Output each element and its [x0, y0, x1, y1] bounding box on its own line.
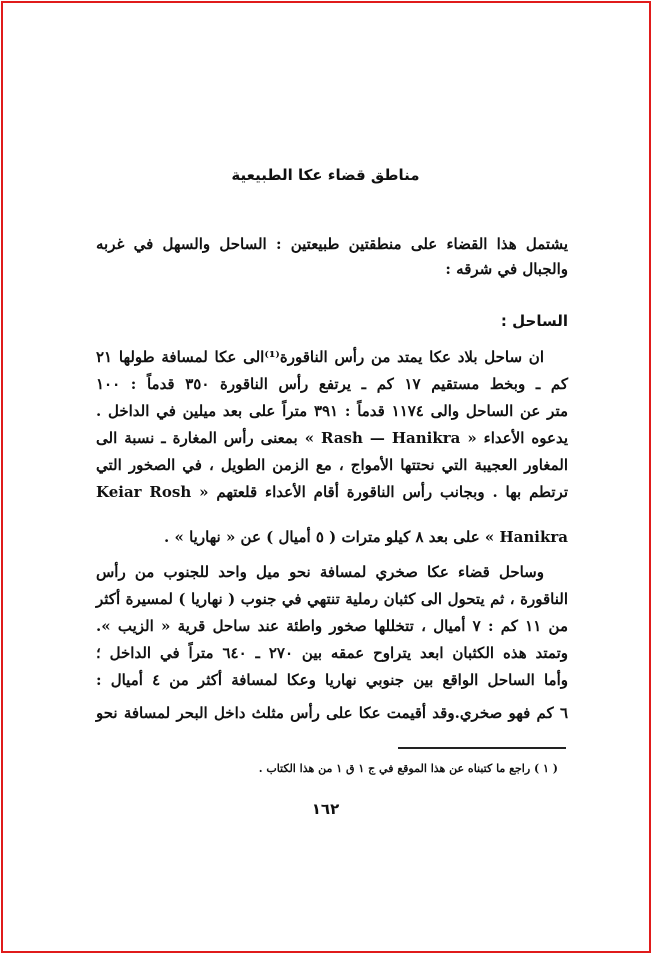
paragraph2-line: من ١١ كم : ٧ أميال ، تتخللها صخور واطئة عند ساحل قرية « الزيب ». — [96, 617, 568, 635]
intro-line-1: يشتمل هذا القضاء على منطقتين طبيعتين : الساحل والسهل في غربه — [96, 235, 568, 253]
paragraph2-line: وأما الساحل الواقع بين جنوبي نهاريا وعكا لمسافة أكثر من ٤ أميال : — [96, 671, 568, 689]
paragraph1-line: يدعوه الأعداء « Rash — Hanikra » بمعنى رأس المغارة ـ نسبة الى — [96, 429, 568, 447]
paragraph1-line: المغاور العجيبة التي نحتتها الأمواج ، مع الزمن الطويل ، في الصخور التي — [96, 456, 568, 474]
paragraph2-line: ٦ كم فهو صخري.وقد أقيمت عكا على رأس مثلث داخل البحر لمسافة نحو — [96, 704, 568, 722]
page-title: مناطق قضاء عكا الطبيعية — [231, 166, 420, 184]
section-heading: الساحل : — [500, 312, 568, 330]
paragraph2-line: الناقورة ، ثم يتحول الى كثبان رملية تنتهي في جنوب ( نهاريا ) لمسيرة أكثر — [96, 590, 568, 608]
paragraph1-line: ترتطم بها . وبجانب رأس الناقورة أقام الأعداء قلعتهم « Keiar Rosh — [96, 483, 568, 501]
footnote: ( ١ ) راجع ما كتبناه عن هذا الموقع في ج ١ ق ١ من هذا الكتاب . — [258, 762, 558, 775]
intro-line-2: والجبال في شرقه : — [445, 260, 568, 278]
paragraph2-line: وساحل قضاء عكا صخري لمسافة نحو ميل واحد للجنوب من رأس — [96, 563, 544, 581]
paragraph1-line: Hanikra » على بعد ٨ كيلو مترات ( ٥ أميال ) عن « نهاريا » . — [164, 528, 568, 546]
paragraph1-line: كم ـ وبخط مستقيم ١٧ كم ـ يرتفع رأس الناقورة ٣٥٠ قدماً : ١٠٠ — [96, 375, 568, 393]
page-number: ١٦٢ — [311, 800, 340, 818]
paragraph2-line: وتمتد هذه الكثبان ابعد يتراوح عمقه بين ٢٧٠ ـ ٦٤٠ متراً في الداخل ؛ — [96, 644, 569, 662]
paragraph1-line: متر عن الساحل والى ١١٧٤ قدماً : ٣٩١ متراً على بعد ميلين في الداخل . — [96, 402, 568, 420]
footnote-separator — [398, 747, 566, 749]
paragraph1-line: ان ساحل بلاد عكا يمتد من رأس الناقورة⁽¹⁾الى عكا لمسافة طولها ٢١ — [96, 348, 544, 366]
